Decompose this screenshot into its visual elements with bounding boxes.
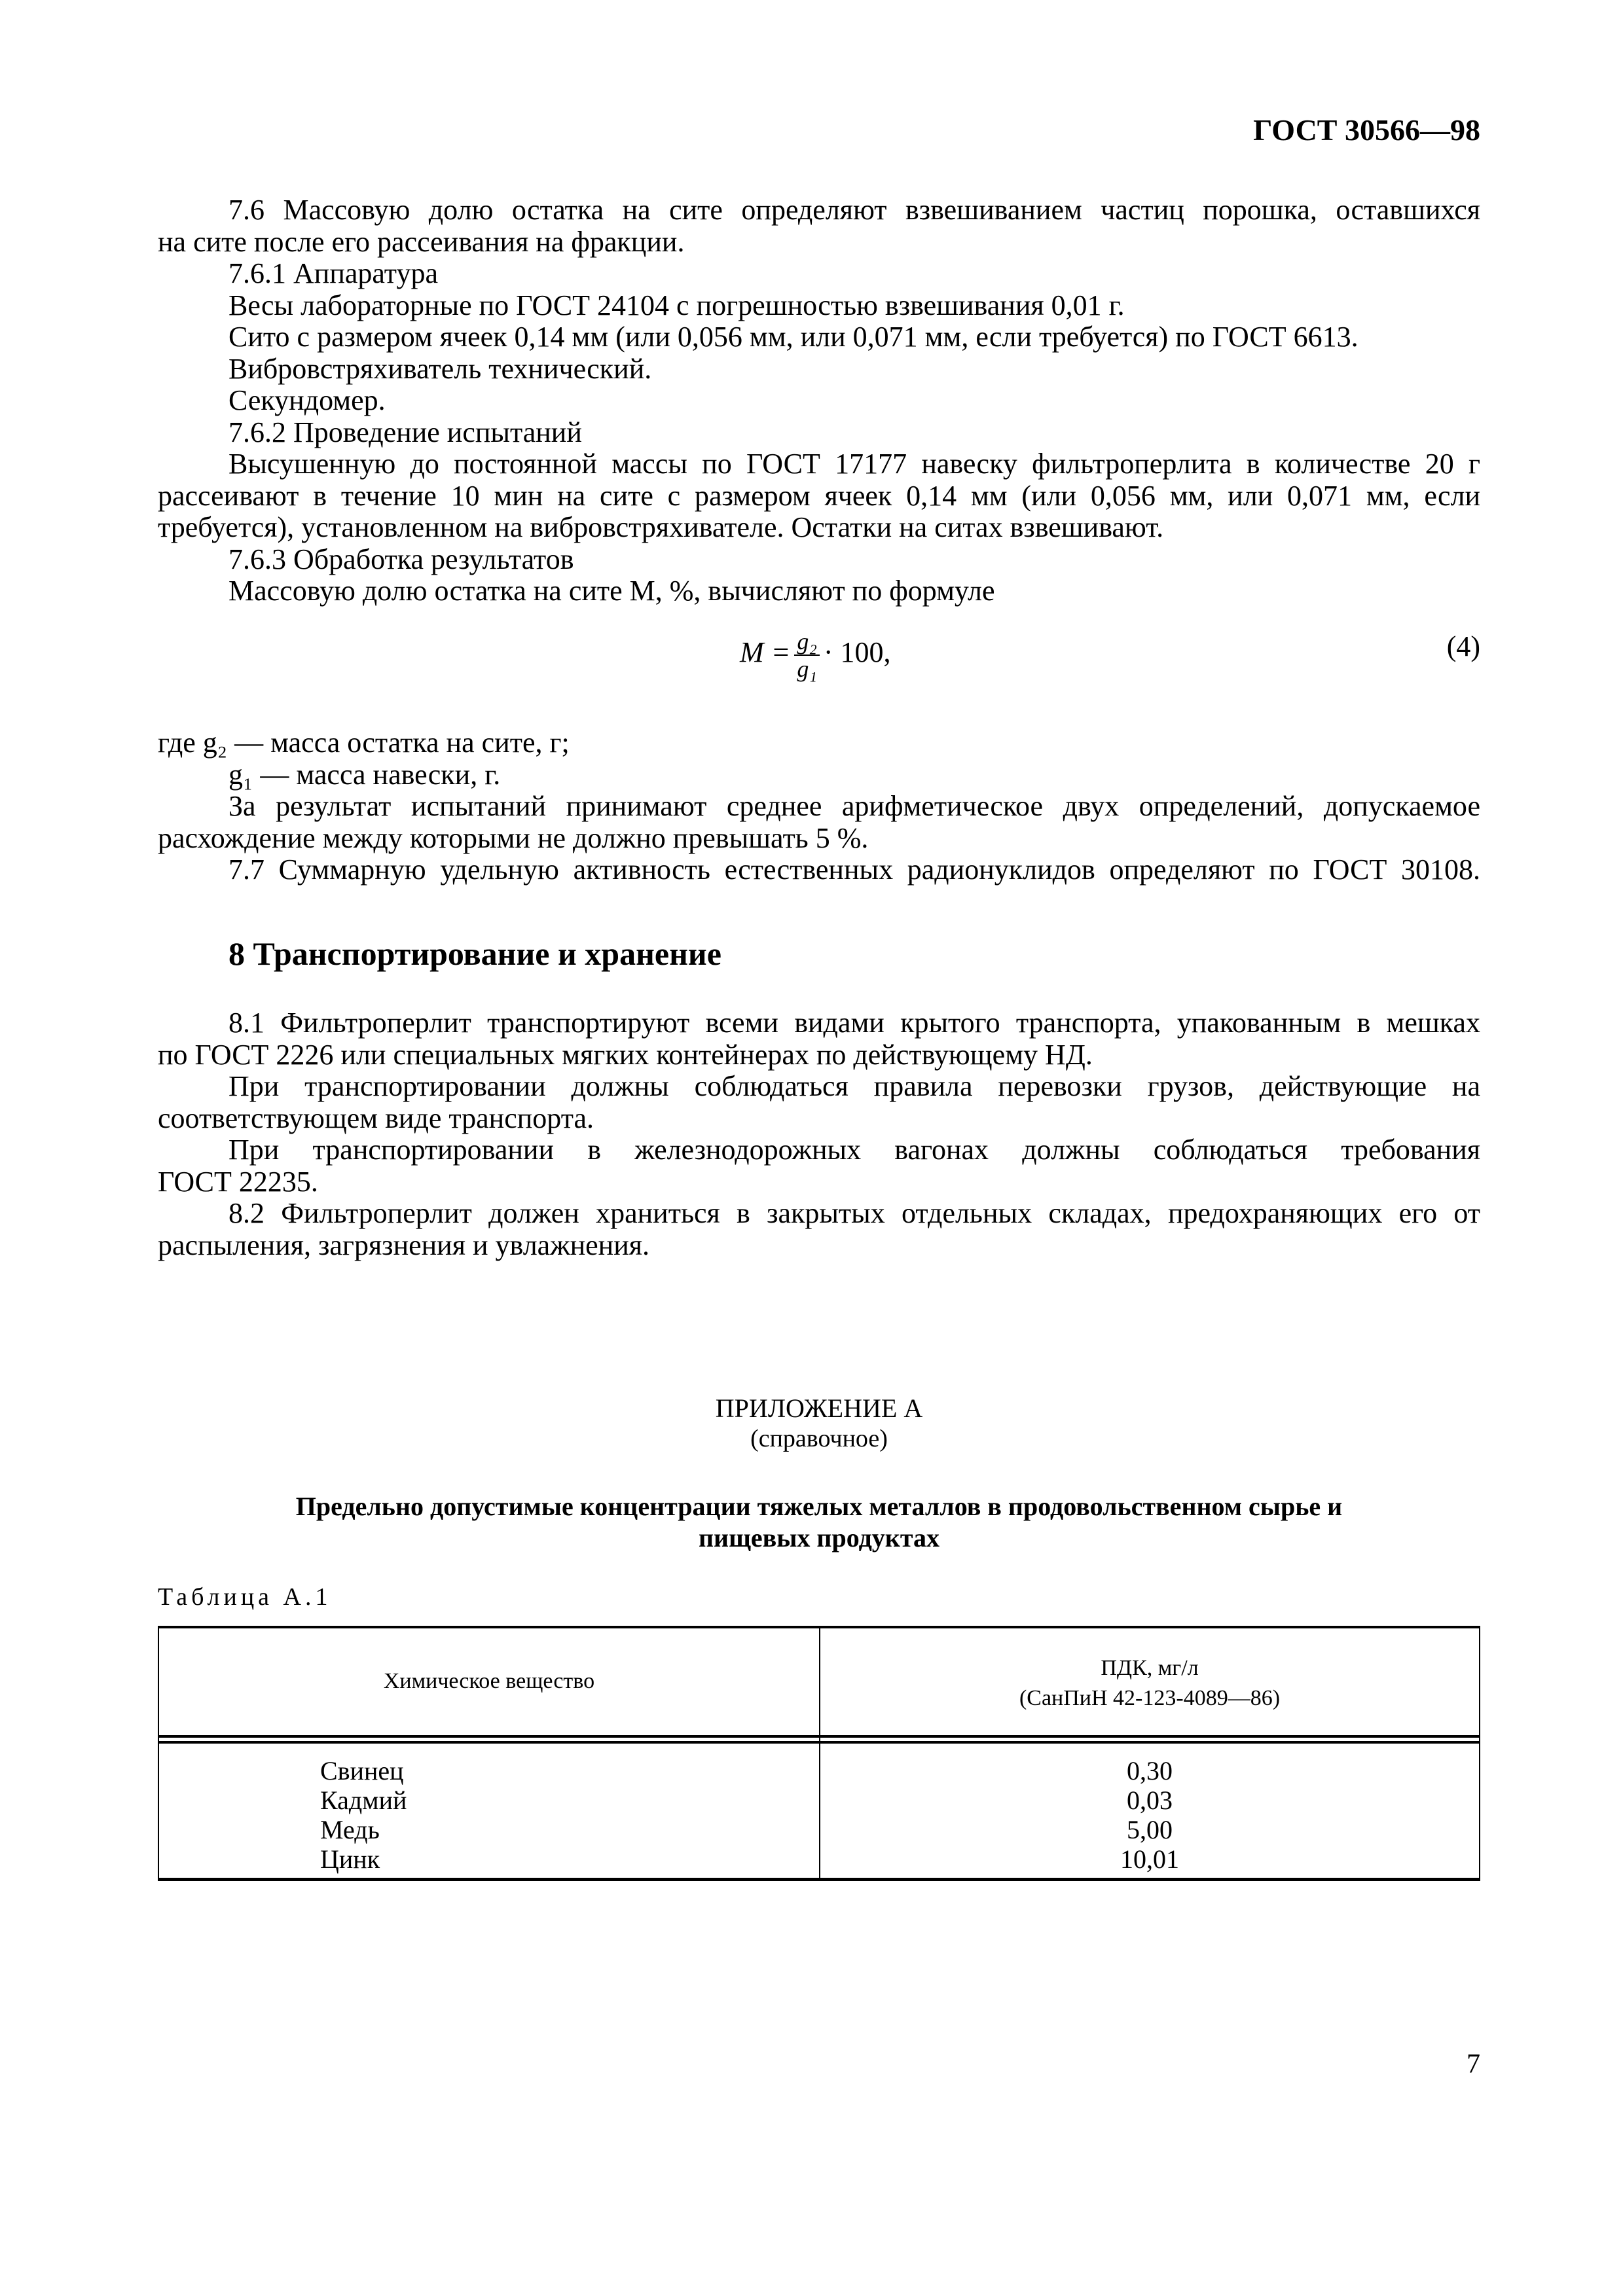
text-line: За результат испытаний принимают среднее арифметическое двух определений, допускаемое (228, 790, 1480, 822)
text-line: g₁ — масса навески, г. (228, 758, 501, 791)
text-line: При транспортировании должны соблюдаться правила перевозки грузов, действующие на (228, 1070, 1480, 1102)
row-substance: Медь (320, 1815, 380, 1844)
formula-denominator: g₁ (797, 656, 817, 682)
text-line: 7.7 Суммарную удельную активность естественных радионуклидов определяют по ГОСТ 30108. (228, 853, 1480, 886)
text-line: по ГОСТ 2226 или специальных мягких контейнерах по действующему НД. (158, 1038, 1093, 1071)
formula-numerator: g₂ (794, 628, 820, 656)
formula (740, 628, 891, 682)
page-number: 7 (1467, 2049, 1480, 2079)
text-line: Весы лабораторные по ГОСТ 24104 с погрешностью взвешивания 0,01 г. (228, 289, 1125, 321)
formula-lhs: M = (740, 636, 791, 669)
substance-column (320, 1756, 407, 1874)
row-substance: Кадмий (320, 1785, 407, 1815)
formula-rhs: · 100, (823, 636, 891, 669)
section-8-text (158, 1007, 1480, 1261)
text-line: 8.2 Фильтроперлит должен храниться в закрытых отдельных складах, предохраняющих его от (228, 1197, 1480, 1229)
text-line: 7.6.2 Проведение испытаний (228, 416, 582, 448)
text-line: расхождение между которыми не должно превышать 5 %. (158, 821, 869, 854)
row-value: 0,03 (1127, 1785, 1173, 1815)
text-line: соответствующем виде транспорта. (158, 1102, 594, 1134)
text-line: При транспортировании в железнодорожных вагонах должны соблюдаться требования (228, 1134, 1480, 1166)
row-value: 5,00 (1127, 1815, 1173, 1844)
row-value: 0,30 (1127, 1756, 1173, 1785)
text-line: где g₂ — масса остатка на сите, г; (158, 726, 570, 759)
text-line: Секундомер. (228, 384, 386, 416)
appendix-title: ПРИЛОЖЕНИЕ А (715, 1393, 923, 1423)
text-line: 7.6.1 Аппаратура (228, 257, 438, 289)
row-value: 10,01 (1120, 1844, 1179, 1874)
row-substance: Цинк (320, 1844, 380, 1874)
text-line: требуется), установленном на вибровстряхивателе. Остатки на ситах взвешивают. (158, 511, 1164, 543)
equation-number: (4) (1446, 630, 1480, 662)
column-header-pdk-line1: ПДК, мг/л (1101, 1656, 1199, 1680)
text-line: распыления, загрязнения и увлажнения. (158, 1229, 650, 1261)
value-column (820, 1756, 1479, 1874)
row-substance: Свинец (320, 1756, 404, 1785)
text-line: 8.1 Фильтроперлит транспортируют всеми видами крытого транспорта, упакованным в мешках (228, 1007, 1480, 1039)
column-header-pdk (820, 1653, 1479, 1713)
appendix-heading-line2: пищевых продуктах (698, 1523, 939, 1552)
text-line: Массовую долю остатка на сите M, %, вычисляют по формуле (228, 575, 995, 607)
text-line: 7.6.3 Обработка результатов (228, 543, 574, 575)
table-label: Таблица А.1 (158, 1583, 332, 1611)
text-line: на сите после его рассеивания на фракции. (158, 225, 685, 258)
text-line: ГОСТ 22235. (158, 1165, 318, 1198)
table-a1 (158, 1626, 1480, 1881)
text-line: Вибровстряхиватель технический. (228, 352, 652, 385)
appendix-subtitle: (справочное) (750, 1425, 888, 1452)
text-line: Сито с размером ячеек 0,14 мм (или 0,056 мм, или 0,071 мм, если требуется) по ГОСТ 6613. (228, 321, 1359, 353)
section-7-text (158, 194, 1480, 607)
text-line: 7.6 Массовую долю остатка на сите определяют взвешиванием частиц порошка, оставшихся (228, 194, 1480, 226)
formula-explanation (158, 727, 1480, 886)
column-header-substance: Химическое вещество (383, 1669, 595, 1693)
section-8-heading: 8 Транспортирование и хранение (228, 935, 721, 972)
appendix-heading-line1: Предельно допустимые концентрации тяжелых металлов в продовольственном сырье и (295, 1492, 1343, 1521)
document-header: ГОСТ 30566—98 (1253, 113, 1480, 147)
header-double-rule (159, 1735, 1479, 1744)
text-line: рассеивают в течение 10 мин на сите с размером ячеек 0,14 мм (или 0,056 мм, или 0,071 мм, если (158, 479, 1480, 512)
column-header-pdk-line2: (СанПиН 42-123-4089—86) (1019, 1686, 1281, 1710)
formula-fraction (794, 628, 820, 682)
text-line: Высушенную до постоянной массы по ГОСТ 17177 навеску фильтроперлита в количестве 20 г (228, 448, 1480, 480)
